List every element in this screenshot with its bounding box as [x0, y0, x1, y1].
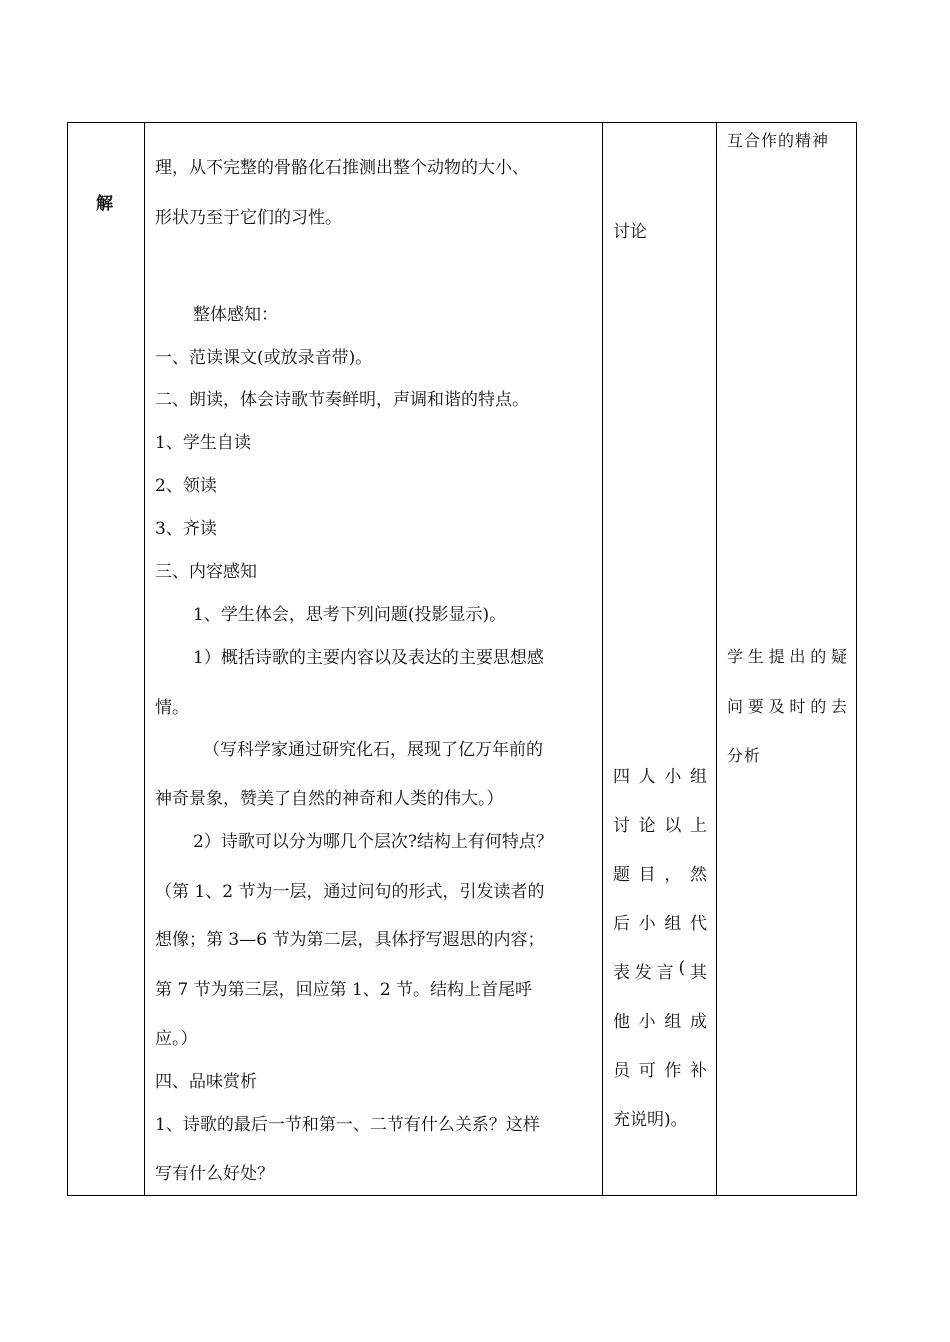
- char: 补: [689, 1061, 707, 1081]
- char: 其: [689, 963, 707, 983]
- char: 生: [747, 647, 764, 666]
- content-line: 1）概括诗歌的主要内容以及表达的主要思想感: [193, 648, 544, 668]
- char: 他: [613, 1012, 630, 1032]
- char: 的: [810, 647, 827, 666]
- activity-line: [613, 1056, 707, 1081]
- activity-line: [613, 958, 707, 983]
- char: 作: [664, 1061, 682, 1081]
- char: 出: [789, 647, 806, 666]
- content-line: 1、学生体会，思考下列问题(投影显示)。: [193, 605, 507, 625]
- char: 员: [613, 1061, 630, 1081]
- content-line: 想像；第 3—6 节为第二层，具体抒写遐思的内容；: [155, 930, 545, 950]
- char: ，: [664, 865, 682, 885]
- char: 后: [613, 914, 630, 934]
- char: 题: [613, 865, 630, 885]
- intent-note-line: [727, 694, 847, 717]
- activity-line: 充说明)。: [613, 1110, 688, 1130]
- discuss-label: 讨论: [613, 222, 647, 242]
- char: 及: [768, 697, 785, 716]
- char: 问: [727, 697, 744, 716]
- content-line: 2）诗歌可以分为哪几个层次?结构上有何特点？: [193, 832, 553, 852]
- lesson-table: [67, 122, 857, 1196]
- char: 可: [638, 1061, 656, 1081]
- char: 去: [830, 697, 847, 716]
- activity-line: [613, 762, 707, 787]
- content-line: 应。）: [155, 1029, 198, 1049]
- char: 成: [689, 1012, 707, 1032]
- content-line: 1、诗歌的最后一节和第一、二节有什么关系？这样: [155, 1115, 540, 1135]
- content-line: 写有什么好处？: [155, 1164, 274, 1184]
- content-line: 理，从不完整的骨骼化石推测出整个动物的大小、: [155, 158, 529, 178]
- char: 人: [638, 767, 656, 787]
- content-cell: [145, 123, 602, 1195]
- char: 然: [689, 865, 707, 885]
- char: 四: [613, 767, 630, 787]
- intent-cell: [717, 123, 857, 1195]
- char: 疑: [830, 647, 847, 666]
- char: 以: [664, 816, 682, 836]
- char: 上: [689, 816, 707, 836]
- char: 论: [638, 816, 656, 836]
- char: 组: [664, 914, 682, 934]
- content-line: 二、朗读，体会诗歌节奏鲜明，声调和谐的特点。: [155, 390, 529, 410]
- char: 的: [810, 697, 827, 716]
- activity-line: [613, 909, 707, 934]
- content-line: 2、领读: [155, 476, 217, 496]
- intent-note-line: [727, 644, 847, 667]
- stage-label: 解: [96, 194, 113, 214]
- char: 小: [638, 914, 656, 934]
- char: 组: [689, 767, 707, 787]
- char: 讨: [613, 816, 630, 836]
- activity-line: [613, 860, 707, 885]
- char: 提: [768, 647, 785, 666]
- content-line: 第 7 节为第三层，回应第 1、2 节。结构上首尾呼: [155, 980, 533, 1000]
- char: (: [678, 958, 686, 978]
- char: 组: [664, 1012, 682, 1032]
- content-line: 整体感知：: [193, 305, 278, 325]
- content-line: 四、品味赏析: [155, 1072, 257, 1092]
- content-line: 形状乃至于它们的习性。: [155, 208, 342, 228]
- char: 时: [789, 697, 806, 716]
- activity-line: [613, 811, 707, 836]
- content-line: 一、范读课文(或放录音带)。: [155, 348, 373, 368]
- content-line: （写科学家通过研究化石，展现了亿万年前的: [203, 740, 543, 760]
- intent-note-line: 分析: [727, 746, 762, 765]
- char: 言: [656, 963, 674, 983]
- content-line: 情。: [155, 698, 189, 718]
- content-line: 3、齐读: [155, 519, 217, 539]
- char: 代: [689, 914, 707, 934]
- content-line: 神奇景象，赞美了自然的神奇和人类的伟大。）: [155, 789, 504, 809]
- char: 要: [747, 697, 764, 716]
- char: 小: [638, 1012, 656, 1032]
- activity-line: [613, 1007, 707, 1032]
- activity-cell: [603, 123, 716, 1195]
- char: 发: [634, 963, 652, 983]
- content-line: （第 1、2 节为一层，通过问句的形式，引发读者的: [155, 882, 545, 902]
- char: 目: [638, 865, 656, 885]
- stage-cell: [68, 123, 144, 1195]
- content-line: 1、学生自读: [155, 433, 251, 453]
- intent-top-line: 互合作的精神: [727, 131, 830, 150]
- char: 表: [613, 963, 630, 983]
- content-line: 三、内容感知: [155, 562, 257, 582]
- char: 学: [727, 647, 744, 666]
- char: 小: [664, 767, 682, 787]
